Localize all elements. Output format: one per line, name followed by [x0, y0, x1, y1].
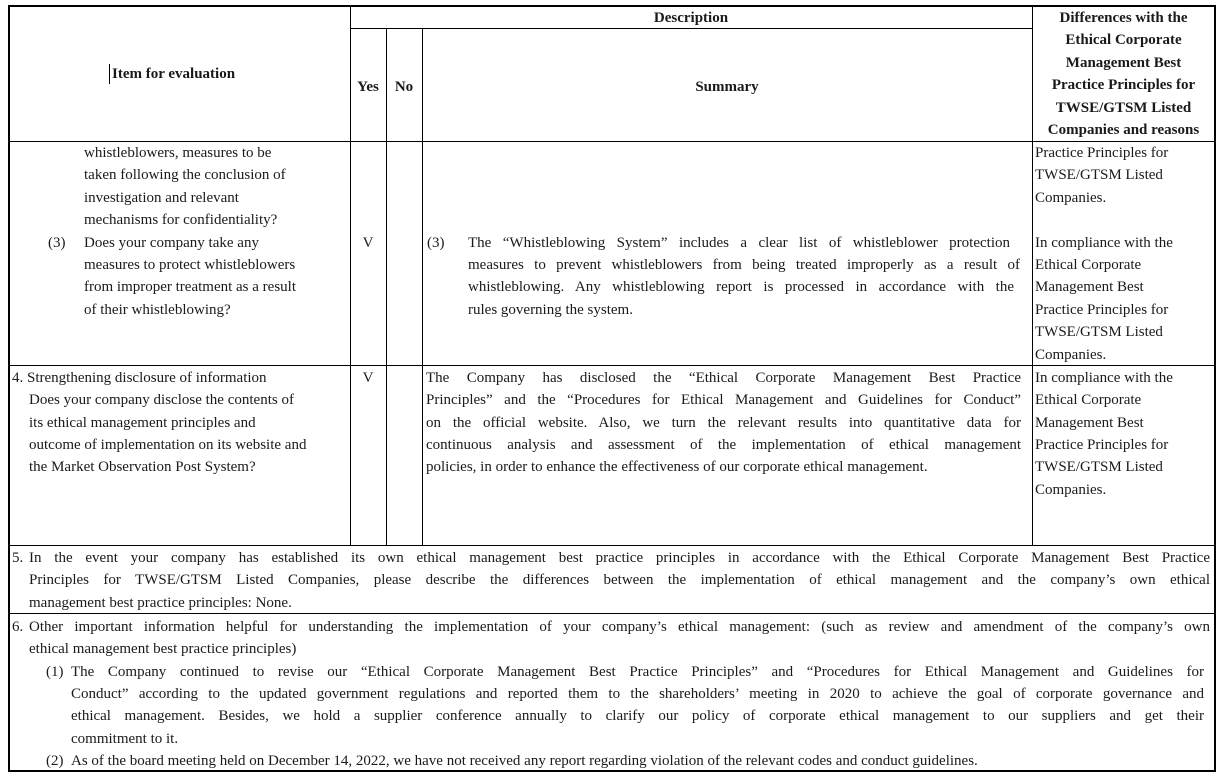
- diff-line: Practice Principles for: [1035, 437, 1169, 453]
- item-line: taken following the conclusion of: [84, 167, 286, 184]
- item-line: whistleblowers, measures to be: [84, 145, 272, 161]
- summary-line: measures to prevent whistleblowers from being treated improperly as a result of: [468, 257, 1020, 273]
- item3-number: (3): [48, 234, 66, 251]
- row6-p2-number: (2): [46, 753, 64, 770]
- diff-line: Practice Principles for: [1035, 145, 1169, 161]
- row4-yes-mark: V: [362, 369, 374, 386]
- header-differences-line: TWSE/GTSM Listed: [1055, 99, 1192, 116]
- summary-line: The Company has disclosed the “Ethical Corporate Management Best Practice: [426, 369, 1021, 386]
- row6-p1-line: The Company continued to revise our “Ethical Corporate Management Best Practice Principles” and “Procedures for Ethical Management and Guidelines for: [71, 663, 1204, 680]
- summary-line: continuous analysis and assessment of the implementation of ethical management: [426, 437, 1021, 453]
- diff-line: Companies.: [1035, 189, 1107, 206]
- summary-line: The “Whistleblowing System” includes a clear list of whistleblower protection: [468, 234, 1010, 251]
- row5-line: management best practice principles: None.: [29, 594, 292, 611]
- diff-line: Ethical Corporate: [1035, 392, 1142, 409]
- row6-p1-number: (1): [46, 663, 64, 680]
- whistle-yes-mark: V: [362, 234, 374, 251]
- summary-line: policies, in order to enhance the effectiveness of our corporate ethical management.: [426, 459, 928, 476]
- diff-line: TWSE/GTSM Listed: [1035, 324, 1163, 341]
- diff-line: In compliance with the: [1035, 369, 1173, 386]
- col-divider-yes: [386, 28, 387, 546]
- row4-title: 4. Strengthening disclosure of information: [12, 369, 267, 386]
- header-differences-line: Companies and reasons: [1047, 122, 1200, 138]
- diff-line: TWSE/GTSM Listed: [1035, 459, 1163, 476]
- col-divider-no: [422, 28, 423, 546]
- header-differences-line: Management Best: [1065, 54, 1182, 71]
- diff-line: In compliance with the: [1035, 234, 1173, 251]
- row6-line: ethical management best practice principles): [29, 641, 297, 658]
- border-left: [8, 5, 10, 772]
- item-line: Does your company take any: [84, 234, 259, 251]
- row5-line: Principles for TWSE/GTSM Listed Companies, please describe the differences between the implementation of ethical management and the company’s own ethical: [29, 572, 1210, 589]
- item-line: the Market Observation Post System?: [29, 459, 256, 476]
- item-line: of their whistleblowing?: [84, 301, 231, 318]
- diff-line: Management Best: [1035, 279, 1144, 296]
- header-summary: Summary: [695, 79, 759, 95]
- row6-p1-line: commitment to it.: [71, 730, 179, 747]
- summary3-number: (3): [427, 234, 445, 251]
- summary-line: rules governing the system.: [468, 301, 633, 318]
- summary-line: on the official website. Also, we turn the relevant results into quantitative data for: [426, 414, 1021, 431]
- item-line: mechanisms for confidentiality?: [84, 212, 278, 229]
- header-differences-line: Differences with the: [1059, 10, 1188, 26]
- diff-line: Ethical Corporate: [1035, 257, 1142, 273]
- item-line: its ethical management principles and: [29, 414, 256, 431]
- row6-p2: As of the board meeting held on December 14, 2022, we have not received any report regarding violation of the relevant codes and conduct guidelines.: [71, 753, 978, 770]
- item-line: Does your company disclose the contents of: [29, 392, 294, 409]
- diff-line: Practice Principles for: [1035, 301, 1169, 318]
- text-cursor: [109, 64, 110, 84]
- summary-line: Principles” and the “Procedures for Ethical Management and Guidelines for Conduct”: [426, 392, 1021, 409]
- border-right: [1214, 5, 1216, 772]
- item-line: measures to protect whistleblowers: [84, 257, 296, 273]
- diff-line: Companies.: [1035, 481, 1107, 498]
- row5-line: In the event your company has established its own ethical management best practice principles in accordance with the Ethical Corporate Management Best Practice: [29, 549, 1210, 566]
- row5-number: 5.: [12, 549, 24, 566]
- diff-line: Companies.: [1035, 346, 1107, 363]
- item-line: from improper treatment as a result: [84, 279, 297, 296]
- header-item: Item for evaluation: [112, 66, 236, 82]
- row6-p1-line: ethical management. Besides, we hold a supplier conference annually to clarify our policy of corporate ethical management to our suppliers and get their: [71, 708, 1204, 725]
- header-no: No: [394, 79, 414, 95]
- header-yes: Yes: [357, 79, 379, 95]
- item-line: investigation and relevant: [84, 189, 239, 206]
- header-description: Description: [653, 10, 729, 26]
- header-differences-line: Practice Principles for: [1051, 77, 1196, 94]
- row6-line: Other important information helpful for understanding the implementation of your company’s ethical management: (such as review and amendment of the company’s own: [29, 618, 1210, 635]
- row6-p1-line: Conduct” according to the updated government regulations and reported them to the shareholders’ meeting in 2020 to achieve the goal of corporate governance and: [71, 686, 1204, 702]
- diff-line: Management Best: [1035, 414, 1144, 431]
- diff-line: TWSE/GTSM Listed: [1035, 167, 1163, 184]
- row6-number: 6.: [12, 618, 24, 635]
- summary-line: whistleblowing. Any whistleblowing report is processed in accordance with the: [468, 279, 1014, 296]
- header-differences-line: Ethical Corporate: [1065, 32, 1182, 49]
- item-line: outcome of implementation on its website and: [29, 437, 307, 453]
